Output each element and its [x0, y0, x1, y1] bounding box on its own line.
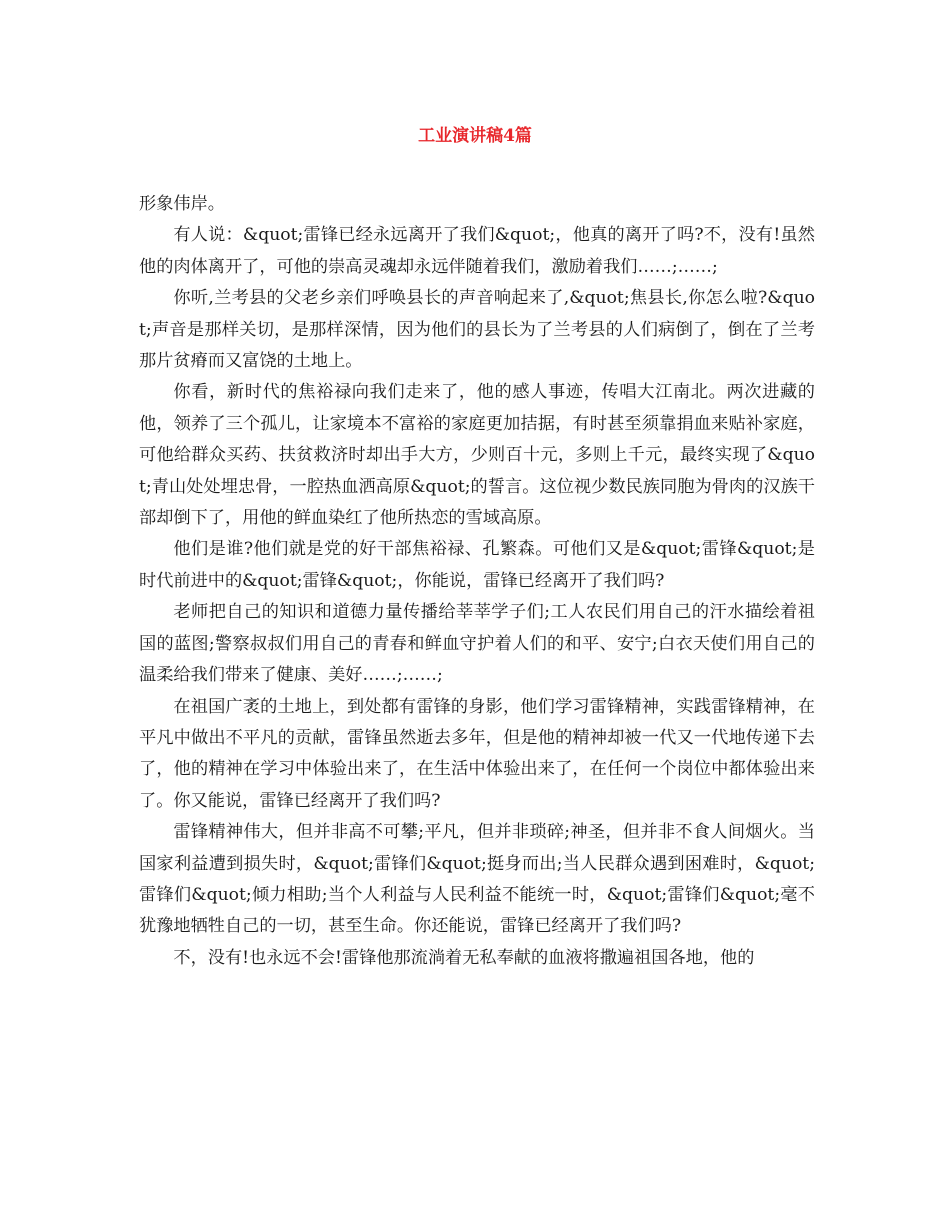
paragraph-3: 你听,兰考县的父老乡亲们呼唤县长的声音响起来了,&quot;焦县长,你怎么啦?&quot;声音是那样关切，是那样深情，因为他们的县长为了兰考县的人们病倒了，倒在了兰考那片贫瘠而又富饶的土地上。 [139, 288, 815, 372]
paragraph-8: 雷锋精神伟大，但并非高不可攀;平凡，但并非琐碎;神圣，但并非不食人间烟火。当国家利益遭到损失时，&quot;雷锋们&quot;挺身而出;当人民群众遇到困难时，&quot;雷锋们&quot;倾力相助;当个人利益与人民利益不能统一时，&quot;雷锋们&quot;毫不犹豫地牺牲自己的一切，甚至生命。你还能说，雷锋已经离开了我们吗? [139, 822, 815, 937]
paragraph-9: 不，没有!也永远不会!雷锋他那流淌着无私奉献的血液将撒遍祖国各地，他的 [173, 947, 755, 968]
paragraph-5: 他们是谁?他们就是党的好干部焦裕禄、孔繁森。可他们又是&quot;雷锋&quot;是时代前进中的&quot;雷锋&quot;，你能说，雷锋已经离开了我们吗? [139, 539, 815, 591]
paragraph-4: 你看，新时代的焦裕禄向我们走来了，他的感人事迹，传唱大江南北。两次进藏的他，领养了三个孤儿，让家境本不富裕的家庭更加拮据，有时甚至须靠捐血来贴补家庭，可他给群众买药、扶贫救济时却出手大方，少则百十元，多则上千元，最终实现了&quot;青山处处埋忠骨，一腔热血洒高原&quot;的誓言。这位视少数民族同胞为骨肉的汉族干部却倒下了，用他的鲜血染红了他所热恋的雪域高原。 [139, 382, 815, 529]
paragraph-6: 老师把自己的知识和道德力量传播给莘莘学子们;工人农民们用自己的汗水描绘着祖国的蓝图;警察叔叔们用自己的青春和鲜血守护着人们的和平、安宁;白衣天使们用自己的温柔给我们带来了健康、美好……;……; [139, 602, 815, 686]
document-title: 工业演讲稿4篇 [418, 126, 532, 146]
document-body [139, 189, 815, 974]
paragraph-7: 在祖国广袤的土地上，到处都有雷锋的身影，他们学习雷锋精神，实践雷锋精神，在平凡中做出不平凡的贡献，雷锋虽然逝去多年，但是他的精神却被一代又一代地传递下去了，他的精神在学习中体验出来了，在生活中体验出来了，在任何一个岗位中都体验出来了。你又能说，雷锋已经离开了我们吗? [139, 696, 815, 811]
paragraph-1: 形象伟岸。 [139, 194, 225, 214]
paragraph-2: 有人说：&quot;雷锋已经永远离开了我们&quot;，他真的离开了吗?不，没有!虽然他的肉体离开了，可他的崇高灵魂却永远伴随着我们，激励着我们……;……; [139, 225, 815, 277]
